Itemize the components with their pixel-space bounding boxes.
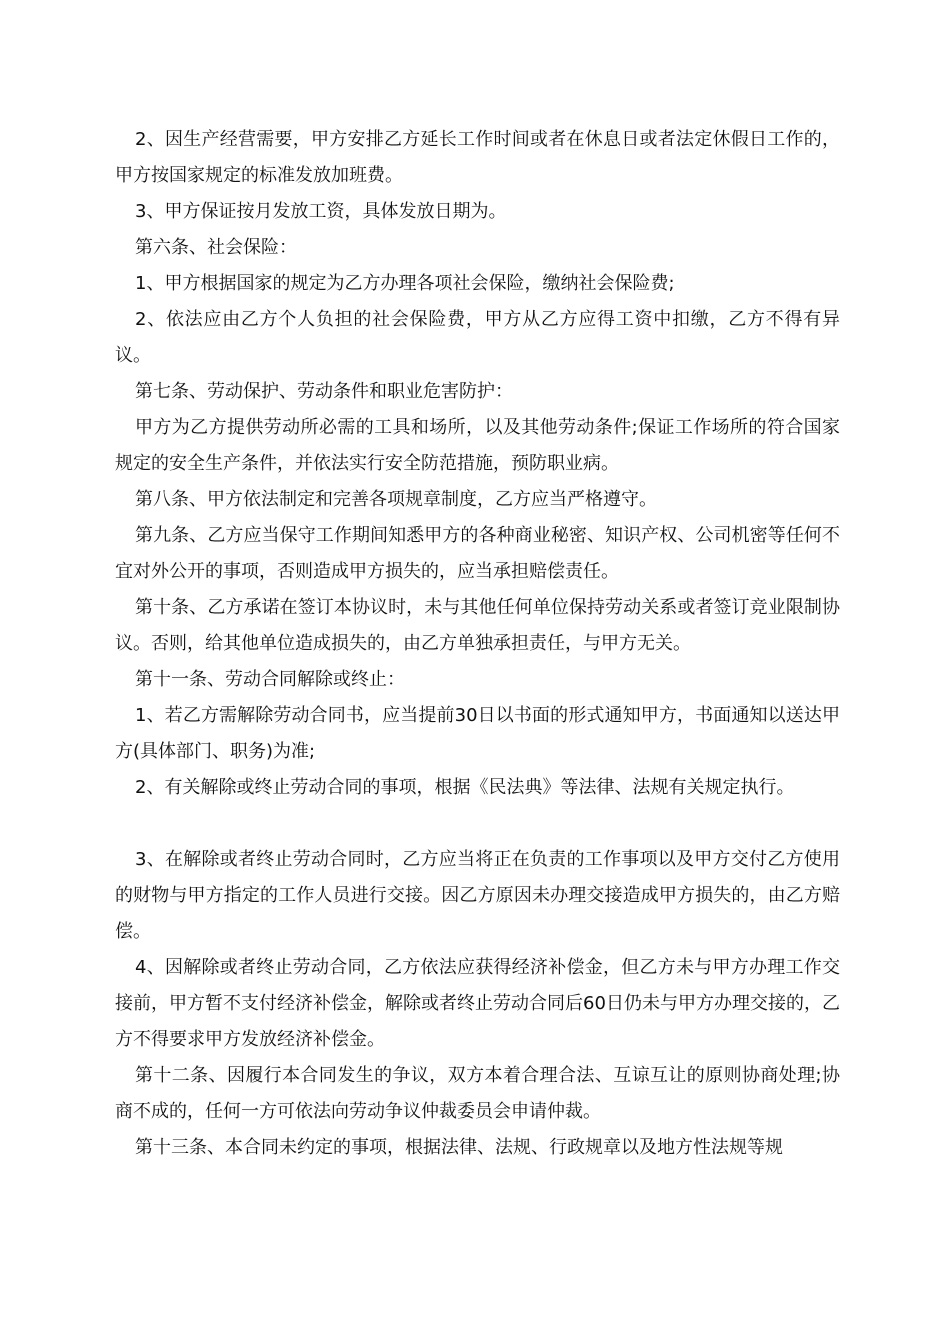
paragraph-article-10: 第十条、乙方承诺在签订本协议时，未与其他任何单位保持劳动关系或者签订竞业限制协议。否则，给其他单位造成损失的，由乙方单独承担责任，与甲方无关。 bbox=[115, 597, 840, 654]
paragraph-labor-protection: 甲方为乙方提供劳动所必需的工具和场所，以及其他劳动条件;保证工作场所的符合国家规定的安全生产条件，并依法实行安全防范措施，预防职业病。 bbox=[115, 417, 840, 474]
paragraph-monthly-wage: 3、甲方保证按月发放工资，具体发放日期为。 bbox=[135, 201, 507, 222]
paragraph-termination-2: 2、有关解除或终止劳动合同的事项，根据《民法典》等法律、法规有关规定执行。 bbox=[135, 777, 795, 798]
paragraph-termination-1: 1、若乙方需解除劳动合同书，应当提前30日以书面的形式通知甲方，书面通知以送达甲方(具体部门、职务)为准; bbox=[115, 705, 840, 762]
heading-article-7: 第七条、劳动保护、劳动条件和职业危害防护： bbox=[135, 381, 513, 402]
document-page bbox=[115, 122, 840, 1166]
heading-article-6: 第六条、社会保险： bbox=[135, 237, 297, 258]
blank-line bbox=[115, 806, 840, 842]
paragraph-termination-4: 4、因解除或者终止劳动合同，乙方依法应获得经济补偿金，但乙方未与甲方办理工作交接前，甲方暂不支付经济补偿金，解除或者终止劳动合同后60日仍未与甲方办理交接的，乙方不得要求甲方发放经济补偿金。 bbox=[115, 957, 840, 1050]
paragraph-article-13: 第十三条、本合同未约定的事项，根据法律、法规、行政规章以及地方性法规等规 bbox=[135, 1137, 783, 1158]
paragraph-social-insurance-2: 2、依法应由乙方个人负担的社会保险费，甲方从乙方应得工资中扣缴，乙方不得有异议。 bbox=[115, 309, 840, 366]
paragraph-overtime-pay: 2、因生产经营需要，甲方安排乙方延长工作时间或者在休息日或者法定休假日工作的，甲方按国家规定的标准发放加班费。 bbox=[115, 129, 840, 186]
paragraph-article-8: 第八条、甲方依法制定和完善各项规章制度，乙方应当严格遵守。 bbox=[135, 489, 657, 510]
heading-article-11: 第十一条、劳动合同解除或终止： bbox=[135, 669, 405, 690]
paragraph-article-9: 第九条、乙方应当保守工作期间知悉甲方的各种商业秘密、知识产权、公司机密等任何不宜对外公开的事项，否则造成甲方损失的，应当承担赔偿责任。 bbox=[115, 525, 840, 582]
paragraph-article-12: 第十二条、因履行本合同发生的争议，双方本着合理合法、互谅互让的原则协商处理;协商不成的，任何一方可依法向劳动争议仲裁委员会申请仲裁。 bbox=[115, 1065, 840, 1122]
paragraph-termination-3: 3、在解除或者终止劳动合同时，乙方应当将正在负责的工作事项以及甲方交付乙方使用的财物与甲方指定的工作人员进行交接。因乙方原因未办理交接造成甲方损失的，由乙方赔偿。 bbox=[115, 849, 840, 942]
paragraph-social-insurance-1: 1、甲方根据国家的规定为乙方办理各项社会保险，缴纳社会保险费; bbox=[135, 273, 675, 294]
